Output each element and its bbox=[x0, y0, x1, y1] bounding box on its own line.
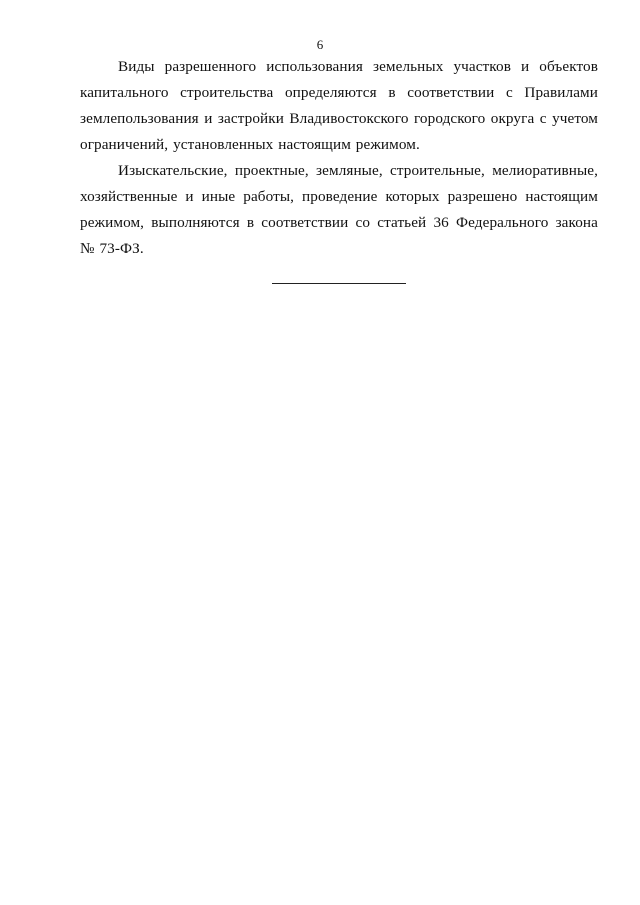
paragraph-works: Изыскательские, проектные, земляные, строительные, мелиоративные, хозяйственные и иные работы, проведение которых разрешено настоящим режимом, выполняются в соответствии со статьей 36 Федерального закона № 73-ФЗ. bbox=[80, 162, 598, 257]
end-of-text-rule bbox=[272, 283, 406, 284]
page-number: 6 bbox=[316, 37, 324, 52]
paragraph-permitted-use: Виды разрешенного использования земельных участков и объектов капитального строительства определяются в соответствии с Правилами землепользования и застройки Владивостокского городского округа с учетом ограничений, установленных настоящим режимом. bbox=[80, 58, 598, 153]
body-text bbox=[80, 54, 598, 262]
